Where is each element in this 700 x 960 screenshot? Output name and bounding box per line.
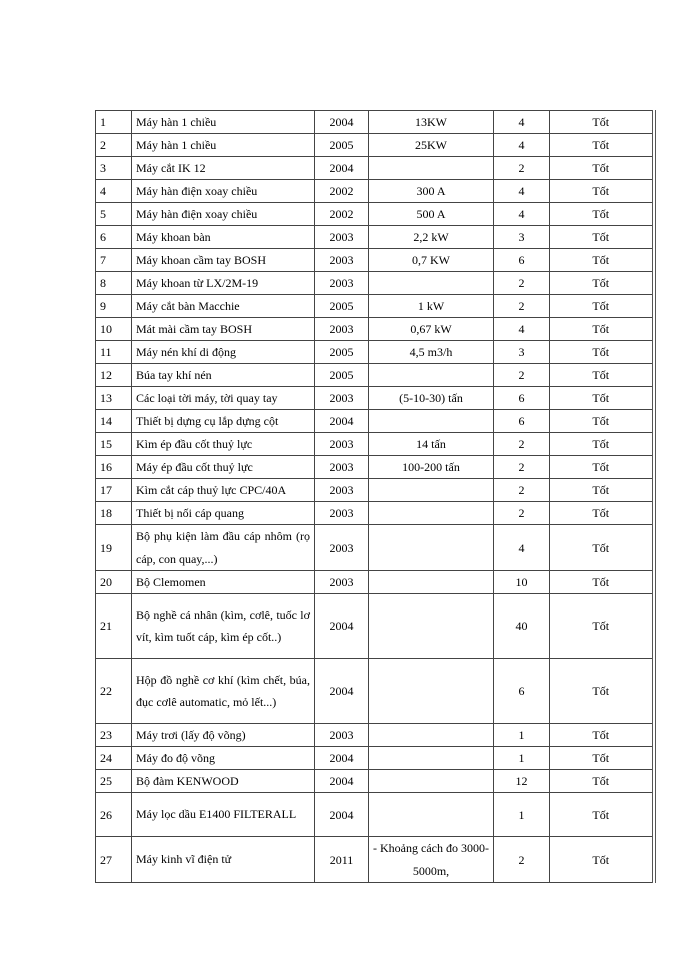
cell-name: Mát mài cầm tay BOSH	[132, 318, 315, 341]
cell-no: 16	[96, 456, 132, 479]
cell-status: Tốt	[550, 226, 654, 249]
cell-quantity: 2	[494, 157, 550, 180]
cell-name: Máy ép đầu cốt thuỷ lực	[132, 456, 315, 479]
cell-status: Tốt	[550, 387, 654, 410]
cell-year: 2003	[315, 272, 369, 295]
cell-status: Tốt	[550, 295, 654, 318]
cell-spec: 14 tấn	[369, 433, 494, 456]
cell-year: 2005	[315, 364, 369, 387]
cell-no: 17	[96, 479, 132, 502]
cell-no: 8	[96, 272, 132, 295]
cell-year: 2011	[315, 837, 369, 883]
cell-status: Tốt	[550, 364, 654, 387]
cell-no: 9	[96, 295, 132, 318]
cell-quantity: 2	[494, 502, 550, 525]
cell-quantity: 2	[494, 837, 550, 883]
cell-no: 12	[96, 364, 132, 387]
cell-year: 2003	[315, 479, 369, 502]
cell-year: 2003	[315, 249, 369, 272]
table-row	[96, 318, 654, 341]
cell-no: 1	[96, 111, 132, 134]
cell-spec	[369, 272, 494, 295]
cell-year: 2003	[315, 387, 369, 410]
cell-spec	[369, 770, 494, 793]
table-row	[96, 249, 654, 272]
cell-quantity: 1	[494, 747, 550, 770]
table-row	[96, 180, 654, 203]
cell-no: 13	[96, 387, 132, 410]
cell-name: Thiết bị nối cáp quang	[132, 502, 315, 525]
cell-quantity: 3	[494, 341, 550, 364]
cell-name: Máy cắt IK 12	[132, 157, 315, 180]
table-row	[96, 571, 654, 594]
cell-quantity: 6	[494, 387, 550, 410]
cell-quantity: 4	[494, 525, 550, 571]
cell-status: Tốt	[550, 571, 654, 594]
cell-spec: 0,67 kW	[369, 318, 494, 341]
cell-status: Tốt	[550, 410, 654, 433]
cell-year: 2002	[315, 180, 369, 203]
cell-name: Máy trơi (lấy độ võng)	[132, 724, 315, 747]
cell-no: 2	[96, 134, 132, 157]
cell-year: 2004	[315, 594, 369, 659]
cell-status: Tốt	[550, 180, 654, 203]
cell-spec: 1 kW	[369, 295, 494, 318]
cell-status: Tốt	[550, 747, 654, 770]
cell-status: Tốt	[550, 249, 654, 272]
equipment-table	[95, 110, 656, 883]
cell-quantity: 2	[494, 456, 550, 479]
cell-name: Máy đo độ võng	[132, 747, 315, 770]
table-row	[96, 793, 654, 837]
cell-status: Tốt	[550, 341, 654, 364]
cell-spec: 0,7 KW	[369, 249, 494, 272]
table-row	[96, 770, 654, 793]
table-row	[96, 387, 654, 410]
cell-year: 2004	[315, 770, 369, 793]
cell-status: Tốt	[550, 111, 654, 134]
table-row	[96, 724, 654, 747]
cell-no: 25	[96, 770, 132, 793]
cell-status: Tốt	[550, 502, 654, 525]
table-row	[96, 226, 654, 249]
table-row	[96, 659, 654, 724]
cell-year: 2003	[315, 318, 369, 341]
cell-quantity: 12	[494, 770, 550, 793]
cell-status: Tốt	[550, 724, 654, 747]
cell-no: 15	[96, 433, 132, 456]
cell-spec: 300 A	[369, 180, 494, 203]
cell-status: Tốt	[550, 525, 654, 571]
cell-name: Búa tay khí nén	[132, 364, 315, 387]
cell-year: 2004	[315, 410, 369, 433]
cell-status: Tốt	[550, 433, 654, 456]
cell-quantity: 6	[494, 410, 550, 433]
table-row	[96, 479, 654, 502]
cell-no: 7	[96, 249, 132, 272]
cell-name: Máy hàn 1 chiều	[132, 111, 315, 134]
cell-no: 3	[96, 157, 132, 180]
table-row	[96, 525, 654, 571]
cell-spec: (5-10-30) tấn	[369, 387, 494, 410]
cell-quantity: 2	[494, 364, 550, 387]
cell-spec: 25KW	[369, 134, 494, 157]
cell-no: 10	[96, 318, 132, 341]
table-row	[96, 272, 654, 295]
cell-quantity: 6	[494, 659, 550, 724]
table-row	[96, 837, 654, 883]
cell-name: Máy hàn điện xoay chiều	[132, 203, 315, 226]
cell-status: Tốt	[550, 318, 654, 341]
cell-quantity: 40	[494, 594, 550, 659]
cell-no: 14	[96, 410, 132, 433]
cell-spec	[369, 571, 494, 594]
cell-status: Tốt	[550, 837, 654, 883]
cell-no: 18	[96, 502, 132, 525]
cell-name: Kìm cắt cáp thuỷ lực CPC/40A	[132, 479, 315, 502]
cell-spec: - Khoảng cách đo 3000-5000m,	[369, 837, 494, 883]
table-row	[96, 364, 654, 387]
cell-year: 2004	[315, 793, 369, 837]
cell-name: Máy khoan từ LX/2M-19	[132, 272, 315, 295]
cell-name: Bộ Clemomen	[132, 571, 315, 594]
cell-no: 23	[96, 724, 132, 747]
cell-year: 2005	[315, 341, 369, 364]
cell-year: 2003	[315, 456, 369, 479]
cell-status: Tốt	[550, 770, 654, 793]
cell-name: Bộ nghề cá nhân (kìm, cơlê, tuốc lơ vít, kìm tuốt cáp, kìm ép cốt..)	[132, 594, 315, 659]
cell-name: Hộp đồ nghề cơ khí (kìm chết, búa, đục cơlê automatic, mỏ lết...)	[132, 659, 315, 724]
cell-spec	[369, 479, 494, 502]
cell-no: 5	[96, 203, 132, 226]
cell-name: Các loại tời máy, tời quay tay	[132, 387, 315, 410]
cell-year: 2005	[315, 134, 369, 157]
cell-status: Tốt	[550, 659, 654, 724]
cell-spec	[369, 594, 494, 659]
cell-spec: 500 A	[369, 203, 494, 226]
equipment-table-wrapper	[95, 110, 657, 883]
cell-status: Tốt	[550, 203, 654, 226]
cell-no: 4	[96, 180, 132, 203]
cell-no: 6	[96, 226, 132, 249]
cell-quantity: 6	[494, 249, 550, 272]
cell-year: 2003	[315, 724, 369, 747]
cell-status: Tốt	[550, 594, 654, 659]
cell-spec	[369, 364, 494, 387]
cell-quantity: 4	[494, 318, 550, 341]
cell-status: Tốt	[550, 157, 654, 180]
table-row	[96, 157, 654, 180]
table-row	[96, 502, 654, 525]
table-row	[96, 295, 654, 318]
cell-status: Tốt	[550, 134, 654, 157]
table-row	[96, 747, 654, 770]
cell-spec: 13KW	[369, 111, 494, 134]
cell-name: Thiết bị dựng cụ lắp dựng cột	[132, 410, 315, 433]
cell-quantity: 2	[494, 433, 550, 456]
cell-spec: 2,2 kW	[369, 226, 494, 249]
cell-quantity: 10	[494, 571, 550, 594]
cell-quantity: 3	[494, 226, 550, 249]
cell-spec	[369, 157, 494, 180]
cell-year: 2005	[315, 295, 369, 318]
table-row	[96, 594, 654, 659]
cell-year: 2003	[315, 433, 369, 456]
table-row	[96, 433, 654, 456]
cell-name: Máy nén khí di động	[132, 341, 315, 364]
table-row	[96, 134, 654, 157]
cell-quantity: 4	[494, 203, 550, 226]
cell-quantity: 2	[494, 295, 550, 318]
table-row	[96, 203, 654, 226]
cell-name: Kìm ép đầu cốt thuỷ lực	[132, 433, 315, 456]
cell-status: Tốt	[550, 456, 654, 479]
cell-quantity: 4	[494, 111, 550, 134]
equipment-table-body	[96, 111, 654, 883]
cell-quantity: 2	[494, 479, 550, 502]
cell-no: 11	[96, 341, 132, 364]
cell-no: 24	[96, 747, 132, 770]
cell-quantity: 2	[494, 272, 550, 295]
cell-name: Máy lọc dầu E1400 FILTERALL	[132, 793, 315, 837]
cell-spec	[369, 659, 494, 724]
cell-year: 2004	[315, 747, 369, 770]
cell-no: 21	[96, 594, 132, 659]
cell-no: 22	[96, 659, 132, 724]
cell-name: Máy hàn 1 chiều	[132, 134, 315, 157]
cell-spec	[369, 724, 494, 747]
table-row	[96, 410, 654, 433]
cell-spec	[369, 502, 494, 525]
cell-spec	[369, 793, 494, 837]
cell-no: 20	[96, 571, 132, 594]
cell-year: 2003	[315, 525, 369, 571]
cell-status: Tốt	[550, 479, 654, 502]
cell-name: Bộ đàm KENWOOD	[132, 770, 315, 793]
cell-name: Máy cắt bàn Macchie	[132, 295, 315, 318]
cell-year: 2003	[315, 502, 369, 525]
cell-no: 27	[96, 837, 132, 883]
cell-spec: 4,5 m3/h	[369, 341, 494, 364]
table-row	[96, 111, 654, 134]
cell-spec	[369, 747, 494, 770]
cell-year: 2004	[315, 111, 369, 134]
cell-no: 19	[96, 525, 132, 571]
table-row	[96, 341, 654, 364]
cell-quantity: 4	[494, 180, 550, 203]
cell-name: Máy khoan cầm tay BOSH	[132, 249, 315, 272]
cell-year: 2003	[315, 226, 369, 249]
cell-quantity: 1	[494, 793, 550, 837]
cell-quantity: 1	[494, 724, 550, 747]
cell-year: 2002	[315, 203, 369, 226]
cell-name: Bộ phụ kiện làm đầu cáp nhôm (rọ cáp, con quay,...)	[132, 525, 315, 571]
cell-status: Tốt	[550, 272, 654, 295]
cell-no: 26	[96, 793, 132, 837]
cell-name: Máy khoan bàn	[132, 226, 315, 249]
cell-year: 2004	[315, 659, 369, 724]
cell-spec: 100-200 tấn	[369, 456, 494, 479]
table-row	[96, 456, 654, 479]
cell-spec	[369, 410, 494, 433]
cell-quantity: 4	[494, 134, 550, 157]
cell-year: 2003	[315, 571, 369, 594]
cell-name: Máy kinh vĩ điện tử	[132, 837, 315, 883]
cell-year: 2004	[315, 157, 369, 180]
cell-name: Máy hàn điện xoay chiều	[132, 180, 315, 203]
cell-spec	[369, 525, 494, 571]
cell-status: Tốt	[550, 793, 654, 837]
